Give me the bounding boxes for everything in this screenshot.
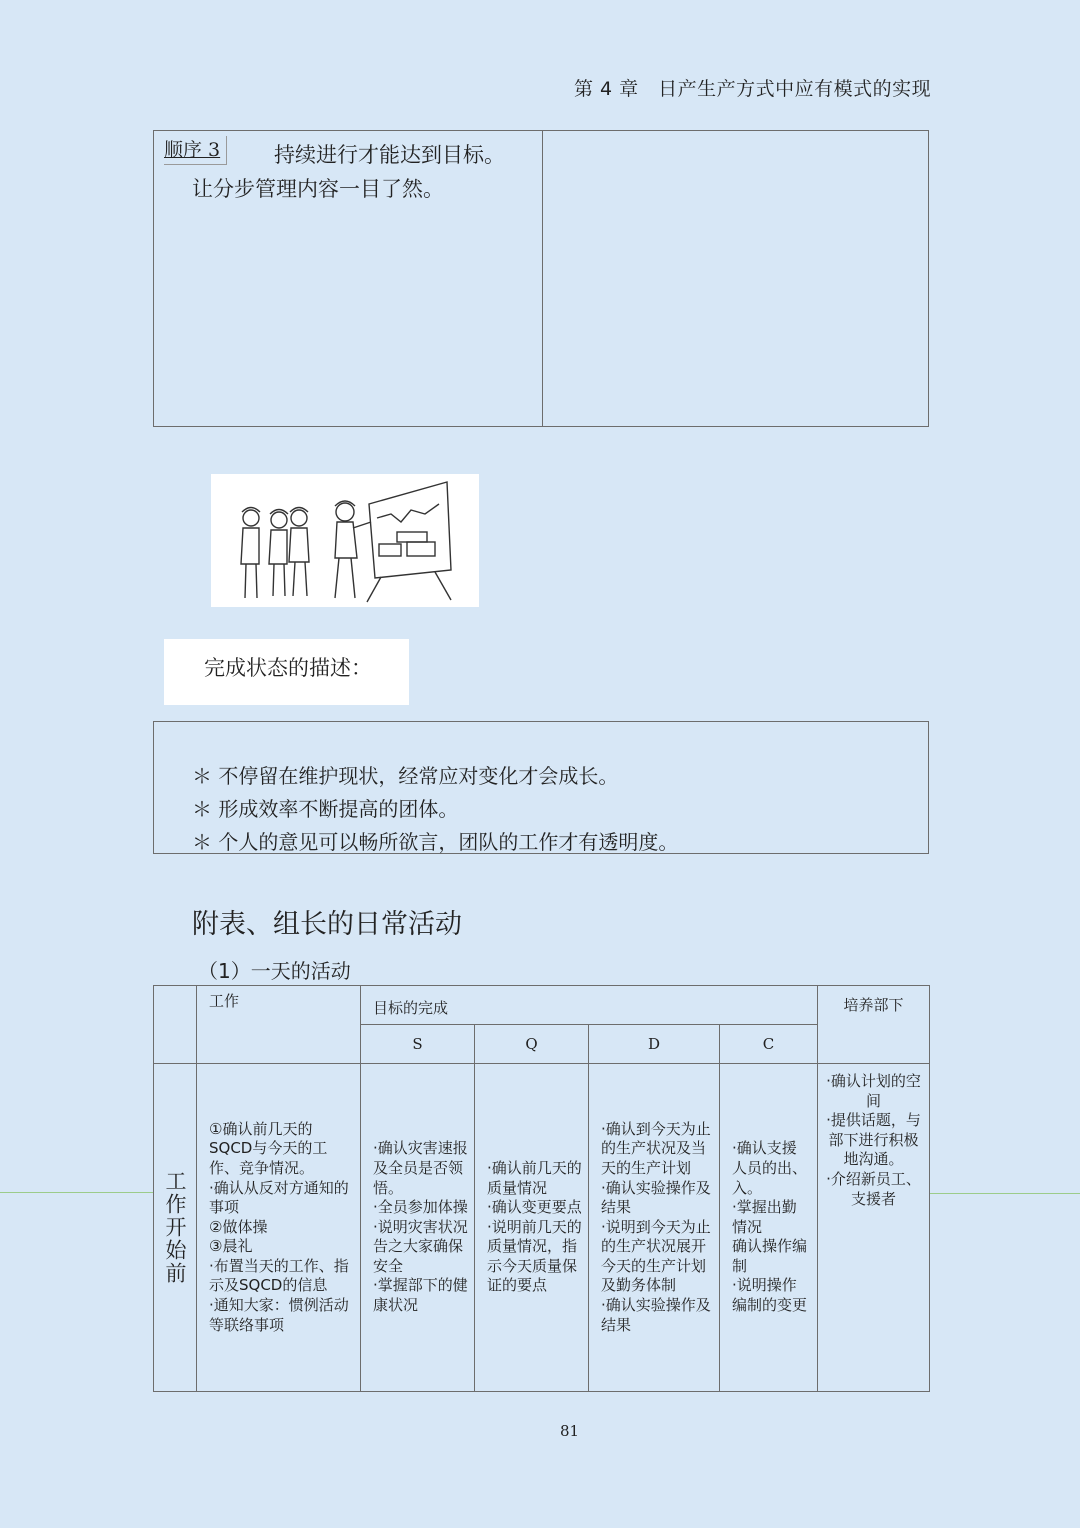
step-description: 让分步管理内容一目了然。 bbox=[192, 177, 444, 201]
status-item: ＊ 不停留在维护现状，经常应对变化才会成长。 bbox=[192, 764, 619, 788]
train-header: 培养部下 bbox=[818, 986, 930, 1064]
subheader-d: D bbox=[589, 1025, 720, 1064]
margin-rule-right bbox=[929, 1193, 1080, 1194]
completion-label: 完成状态的描述： bbox=[164, 639, 409, 705]
subheader-s: S bbox=[361, 1025, 475, 1064]
workers-at-board-icon bbox=[211, 474, 479, 607]
d-text: ·确认到今天为止的生产状况及当天的生产计划 ·确认实验操作及结果 ·说明到今天为止的生产状况展开今天的生产计划及勤务体制 ·确认实验操作及结果 bbox=[601, 1119, 711, 1334]
subheader-c: C bbox=[720, 1025, 818, 1064]
status-item: ＊ 形成效率不断提高的团体。 bbox=[192, 797, 459, 821]
appendix-title: 附表、组长的日常活动 bbox=[192, 909, 462, 940]
step-tag: 顺序 3 bbox=[164, 136, 227, 165]
step-title: 持续进行才能达到目标。 bbox=[274, 143, 505, 167]
completion-status-box bbox=[153, 721, 929, 854]
daily-activity-table bbox=[153, 985, 930, 1392]
chapter-header: 第 4 章 日产生产方式中应有模式的实现 bbox=[574, 78, 932, 100]
corner-cell bbox=[154, 986, 197, 1064]
s-cell bbox=[361, 1064, 475, 1392]
s-text: ·确认灾害速报及全员是否领悟。 ·全员参加体操 ·说明灾害状况告之大家确保安全 ·掌握部下的健康状况 bbox=[373, 1139, 468, 1315]
work-header: 工作 bbox=[197, 986, 361, 1064]
goal-header: 目标的完成 bbox=[361, 986, 818, 1025]
status-item: ＊ 个人的意见可以畅所欲言，团队的工作才有透明度。 bbox=[192, 830, 679, 854]
step-right-panel bbox=[543, 131, 928, 426]
page-number: 81 bbox=[560, 1422, 580, 1440]
row-label-cell bbox=[154, 1064, 197, 1392]
row-label: 工作开始前 bbox=[163, 1170, 187, 1285]
margin-rule-left bbox=[0, 1192, 153, 1193]
q-cell bbox=[475, 1064, 589, 1392]
subheader-q: Q bbox=[475, 1025, 589, 1064]
work-text: ①确认前几天的SQCD与今天的工作、竞争情况。 ·确认从反对方通知的事项 ②做体操 ③晨礼 ·布置当天的工作、指示及SQCD的信息 ·通知大家：惯例活动等联络事项 bbox=[209, 1119, 349, 1334]
step-box bbox=[153, 130, 929, 427]
step-left-panel bbox=[154, 131, 543, 426]
c-text: ·确认支援人员的出、入。 ·掌握出勤情况 确认操作编制 ·说明操作编制的变更 bbox=[732, 1139, 808, 1315]
work-cell bbox=[197, 1064, 361, 1392]
meeting-illustration bbox=[211, 474, 479, 607]
d-cell bbox=[589, 1064, 720, 1392]
train-cell bbox=[818, 1064, 930, 1392]
c-cell bbox=[720, 1064, 818, 1392]
appendix-subtitle: （1）一天的活动 bbox=[198, 959, 351, 983]
train-text: ·确认计划的空间 ·提供话题，与部下进行积极地沟通。 ·介绍新员工、支援者 bbox=[826, 1072, 921, 1208]
q-text: ·确认前几天的质量情况 ·确认变更要点 ·说明前几天的质量情况，指示今天质量保证的要点 bbox=[487, 1158, 582, 1295]
